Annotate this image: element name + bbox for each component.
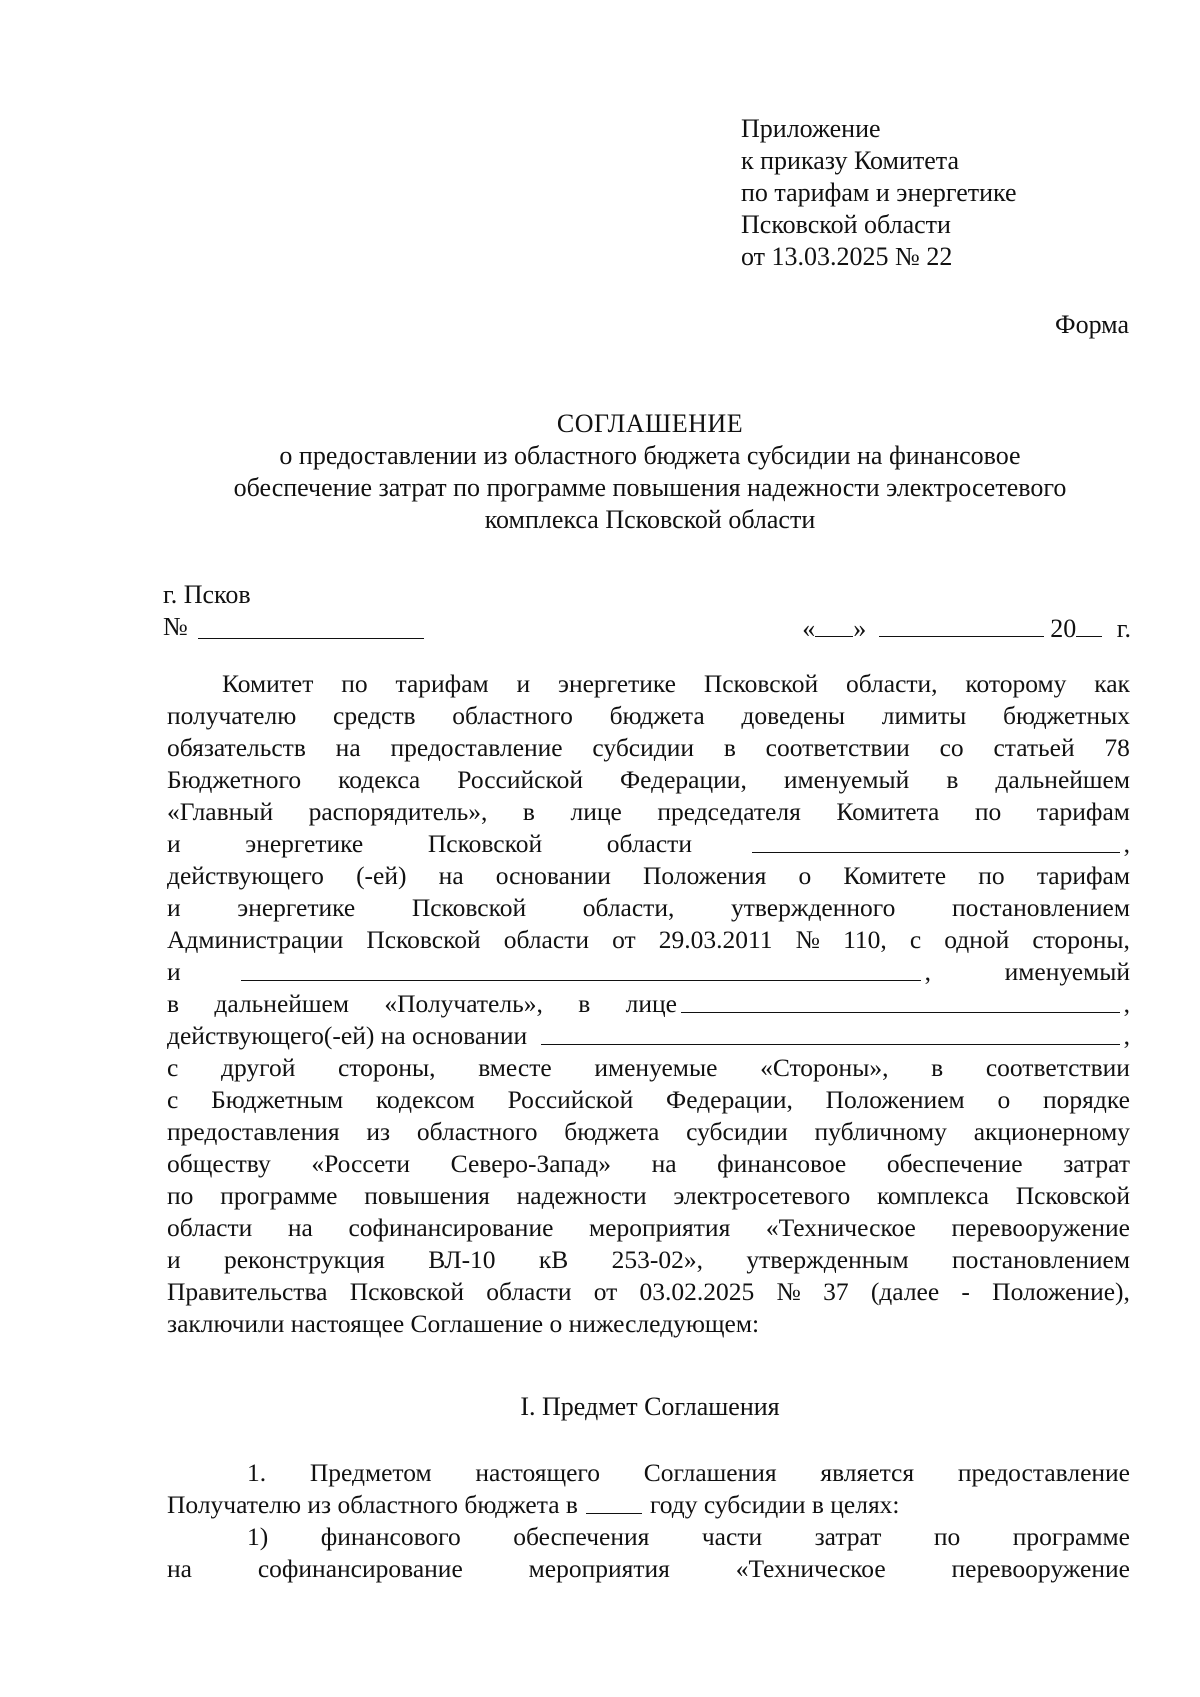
word: предоставления — [167, 1117, 340, 1146]
word: на — [335, 733, 361, 762]
word: областного — [416, 1117, 538, 1146]
word: № — [795, 925, 820, 954]
word: 110, — [843, 925, 887, 954]
word: председателя — [657, 797, 801, 826]
text-line — [167, 1489, 1130, 1521]
word: от — [593, 1277, 618, 1306]
title-subtitle-line: обеспечение затрат по программе повышения надежности электросетевого — [233, 473, 1067, 502]
word: является — [820, 1458, 915, 1487]
word: из — [366, 1117, 391, 1146]
appendix-line: по тарифам и энергетике — [741, 178, 1017, 207]
word: субсидии — [592, 733, 695, 762]
word: кодекса — [338, 765, 421, 794]
title-subtitle-line: о предоставлении из областного бюджета субсидии на финансовое — [279, 441, 1021, 470]
appendix-line: Псковской области — [741, 210, 951, 239]
month-blank[interactable] — [879, 612, 1044, 637]
title-subtitle-line: комплекса Псковской области — [484, 505, 816, 534]
word: в — [578, 989, 591, 1018]
number-date-row — [163, 612, 1131, 644]
word: Администрации — [167, 925, 344, 954]
word: в — [723, 733, 736, 762]
word: ВЛ-10 — [428, 1245, 496, 1274]
word: кВ — [538, 1245, 569, 1274]
date-open-quote: « — [802, 614, 816, 643]
word: публичному — [814, 1117, 947, 1146]
day-blank[interactable] — [815, 612, 853, 637]
word: повышения — [364, 1181, 490, 1210]
word: 1) — [247, 1522, 269, 1551]
word: областного — [452, 701, 573, 730]
year-suffix: г. — [1116, 614, 1131, 643]
word: постановлением — [951, 1245, 1130, 1274]
word: Псковской — [366, 925, 481, 954]
word: в — [522, 797, 535, 826]
text-line — [167, 892, 1130, 924]
word: в — [931, 1053, 944, 1082]
word: «Главный — [167, 797, 274, 826]
comma: , — [1123, 829, 1130, 858]
word: со — [939, 733, 964, 762]
word: лице — [570, 797, 622, 826]
word: соответствии — [985, 1053, 1130, 1082]
word: программе — [1012, 1522, 1130, 1551]
word: программе — [220, 1181, 338, 1210]
text-line — [167, 1553, 1130, 1585]
word: Псковской — [1015, 1181, 1130, 1210]
word: с — [167, 1085, 179, 1114]
word: другой — [220, 1053, 296, 1082]
word: электросетевого — [673, 1181, 851, 1210]
text-line-part — [167, 988, 677, 1020]
word: Федерации, — [620, 765, 747, 794]
word: Псковской — [427, 829, 543, 858]
appendix-line: Приложение — [741, 114, 881, 143]
word: - — [961, 1277, 970, 1306]
comma: , — [924, 957, 932, 986]
word: на — [438, 861, 464, 890]
word: предоставление — [390, 733, 563, 762]
word: «Стороны», — [760, 1053, 889, 1082]
comma: , — [1123, 1021, 1130, 1050]
text-and: и — [167, 957, 181, 986]
word: от — [612, 925, 636, 954]
word: «Техническое — [765, 1213, 916, 1242]
text-line — [167, 668, 1130, 700]
text-line-part: действующего(-ей) на основании — [167, 1021, 528, 1050]
text-line — [167, 1116, 1130, 1148]
word: финансового — [320, 1522, 461, 1551]
text-line — [167, 1020, 1130, 1052]
word: Бюджетного — [167, 765, 302, 794]
form-label: Форма — [1055, 310, 1129, 339]
word: Псковской — [411, 893, 527, 922]
word: и — [167, 1245, 181, 1274]
word: предоставление — [957, 1458, 1130, 1487]
word: энергетике — [237, 893, 356, 922]
word: по — [978, 861, 1005, 890]
word: на — [287, 1213, 313, 1242]
word: области — [503, 925, 589, 954]
recipient-name-field[interactable] — [241, 956, 921, 981]
word: которому — [965, 669, 1067, 698]
date-close-quote: » — [853, 614, 867, 643]
word: в — [167, 989, 180, 1018]
word: и — [167, 829, 181, 858]
word: мероприятия — [589, 1213, 731, 1242]
word: Федерации, — [666, 1085, 793, 1114]
word: соответствии — [765, 733, 910, 762]
word: о — [798, 861, 812, 890]
word: 37 — [823, 1277, 849, 1306]
word: области — [606, 829, 692, 858]
text-line — [167, 1180, 1130, 1212]
word: как — [1094, 669, 1130, 698]
text-line — [167, 1457, 1130, 1489]
word: финансовое — [717, 1149, 847, 1178]
word: Комитете — [843, 861, 947, 890]
word: Соглашения — [643, 1458, 777, 1487]
word: Российской — [457, 765, 583, 794]
word: стороны, — [1032, 925, 1130, 954]
word: утвержденного — [730, 893, 896, 922]
year-prefix: 20 — [1050, 614, 1077, 643]
word: настоящего — [475, 1458, 600, 1487]
word: вместе — [478, 1053, 552, 1082]
word: по — [167, 1181, 194, 1210]
text-line-part: заключили настоящее Соглашение о нижеследующем: — [167, 1309, 760, 1338]
word: распорядитель», — [308, 797, 488, 826]
text-line — [167, 1084, 1130, 1116]
number-sign: № — [163, 612, 188, 641]
title-head: СОГЛАШЕНИЕ — [556, 409, 744, 438]
text-line — [167, 988, 1130, 1020]
word: области, — [582, 893, 675, 922]
word: стороны, — [338, 1053, 436, 1082]
text-line — [167, 1308, 1130, 1340]
word: Псковской — [703, 669, 819, 698]
recipient-representative-field[interactable] — [681, 988, 1120, 1013]
word: области, — [845, 669, 938, 698]
text-line — [167, 924, 1130, 956]
word: перевооружение — [951, 1213, 1130, 1242]
word: обеспечение — [886, 1149, 1023, 1178]
text-line-part: году субсидии в целях: — [649, 1490, 900, 1519]
word: постановлением — [951, 893, 1130, 922]
text-line — [167, 764, 1130, 796]
word: софинансирование — [257, 1554, 463, 1583]
text-line-part — [167, 828, 692, 860]
word: дальнейшем — [995, 765, 1130, 794]
appendix-line: к приказу Комитета — [741, 146, 960, 175]
word: Комитета — [836, 797, 940, 826]
word: области — [167, 1213, 253, 1242]
word: утвержденным — [746, 1245, 909, 1274]
word: перевооружение — [951, 1554, 1130, 1583]
word: лимиты — [881, 701, 967, 730]
recipient-basis-field[interactable] — [541, 1020, 1120, 1045]
word: на — [167, 1554, 192, 1583]
word: реконструкция — [223, 1245, 385, 1274]
section-title: I. Предмет Соглашения — [520, 1392, 780, 1421]
word: дальнейшем — [214, 989, 349, 1018]
word: доведены — [741, 701, 846, 730]
word: 03.02.2025 — [639, 1277, 755, 1306]
word: Северо-Запад» — [450, 1149, 611, 1178]
text-line — [167, 860, 1130, 892]
text-line — [167, 732, 1130, 764]
word: Положения — [643, 861, 767, 890]
word: по — [933, 1522, 961, 1551]
word: Правительства — [167, 1277, 328, 1306]
word: (-ей) — [356, 861, 407, 890]
year-field[interactable] — [586, 1489, 642, 1514]
word: с — [167, 1053, 179, 1082]
word: средств — [333, 701, 416, 730]
word: на — [651, 1149, 677, 1178]
agreement-title — [160, 408, 1140, 536]
appendix-line: от 13.03.2025 № 22 — [741, 242, 953, 271]
word: лице — [625, 989, 677, 1018]
word: в — [946, 765, 959, 794]
word: энергетике — [558, 669, 676, 698]
word: получателю — [167, 701, 297, 730]
word: тарифам — [1036, 861, 1130, 890]
word: Российской — [507, 1085, 634, 1114]
word: кодексом — [375, 1085, 475, 1114]
word: энергетике — [245, 829, 364, 858]
word: бюджетных — [1002, 701, 1130, 730]
text-line — [167, 956, 1130, 988]
word: мероприятия — [528, 1554, 670, 1583]
word: субсидии — [686, 1117, 788, 1146]
word: области — [486, 1277, 572, 1306]
comma: , — [1123, 989, 1130, 1018]
word: и — [516, 669, 531, 698]
text-line — [167, 1148, 1130, 1180]
word: комплекса — [877, 1181, 989, 1210]
text-line — [167, 796, 1130, 828]
text-line — [167, 1212, 1130, 1244]
text-line — [167, 1521, 1130, 1553]
text-line — [167, 1052, 1130, 1084]
word: затрат — [1063, 1149, 1130, 1178]
word: статьей — [993, 733, 1075, 762]
word: обеспечения — [513, 1522, 650, 1551]
word: Псковской — [349, 1277, 464, 1306]
word: Бюджетным — [211, 1085, 344, 1114]
word: (далее — [870, 1277, 940, 1306]
word: по — [341, 669, 368, 698]
preamble — [167, 668, 1130, 1340]
word: с — [909, 925, 922, 954]
text-line — [167, 828, 1130, 860]
word: именуемые — [594, 1053, 718, 1082]
word: софинансирование — [348, 1213, 554, 1242]
word: 29.03.2011 — [658, 925, 773, 954]
year-blank[interactable] — [1076, 612, 1102, 637]
text-line — [167, 700, 1130, 732]
word: порядке — [1042, 1085, 1130, 1114]
word: действующего — [167, 861, 324, 890]
word: основании — [495, 861, 611, 890]
chairman-name-field[interactable] — [752, 828, 1120, 853]
word: Предметом — [309, 1458, 432, 1487]
word: 1. — [247, 1458, 267, 1487]
word: именуемый — [783, 765, 910, 794]
word: 78 — [1104, 733, 1130, 762]
word: затрат — [814, 1522, 882, 1551]
word: Положением — [825, 1085, 965, 1114]
word: акционерному — [973, 1117, 1130, 1146]
word: Положение), — [992, 1277, 1130, 1306]
word: бюджета — [609, 701, 705, 730]
place-of-signing: г. Псков — [163, 580, 251, 609]
text-line — [167, 1276, 1130, 1308]
word: тарифам — [1036, 797, 1130, 826]
word: надежности — [516, 1181, 647, 1210]
word: № — [776, 1277, 801, 1306]
word: о — [997, 1085, 1011, 1114]
word: Комитет — [222, 669, 314, 698]
word: бюджета — [564, 1117, 660, 1146]
agreement-number-field[interactable] — [198, 614, 424, 639]
word: «Техническое — [735, 1554, 886, 1583]
word: «Получатель», — [384, 989, 543, 1018]
word: и — [167, 893, 181, 922]
item-1 — [167, 1457, 1130, 1585]
word: обязательств — [167, 733, 306, 762]
text-named: именуемый — [1004, 957, 1130, 986]
word: одной — [944, 925, 1010, 954]
text-line-part: Получателю из областного бюджета в — [167, 1490, 578, 1519]
word: части — [701, 1522, 763, 1551]
word: тарифам — [395, 669, 489, 698]
date-field — [802, 612, 1131, 644]
word: по — [974, 797, 1002, 826]
text-line — [167, 1244, 1130, 1276]
word: обществу — [167, 1149, 271, 1178]
word: «Россети — [311, 1149, 411, 1178]
word: 253-02», — [611, 1245, 703, 1274]
appendix-block — [741, 113, 1017, 273]
